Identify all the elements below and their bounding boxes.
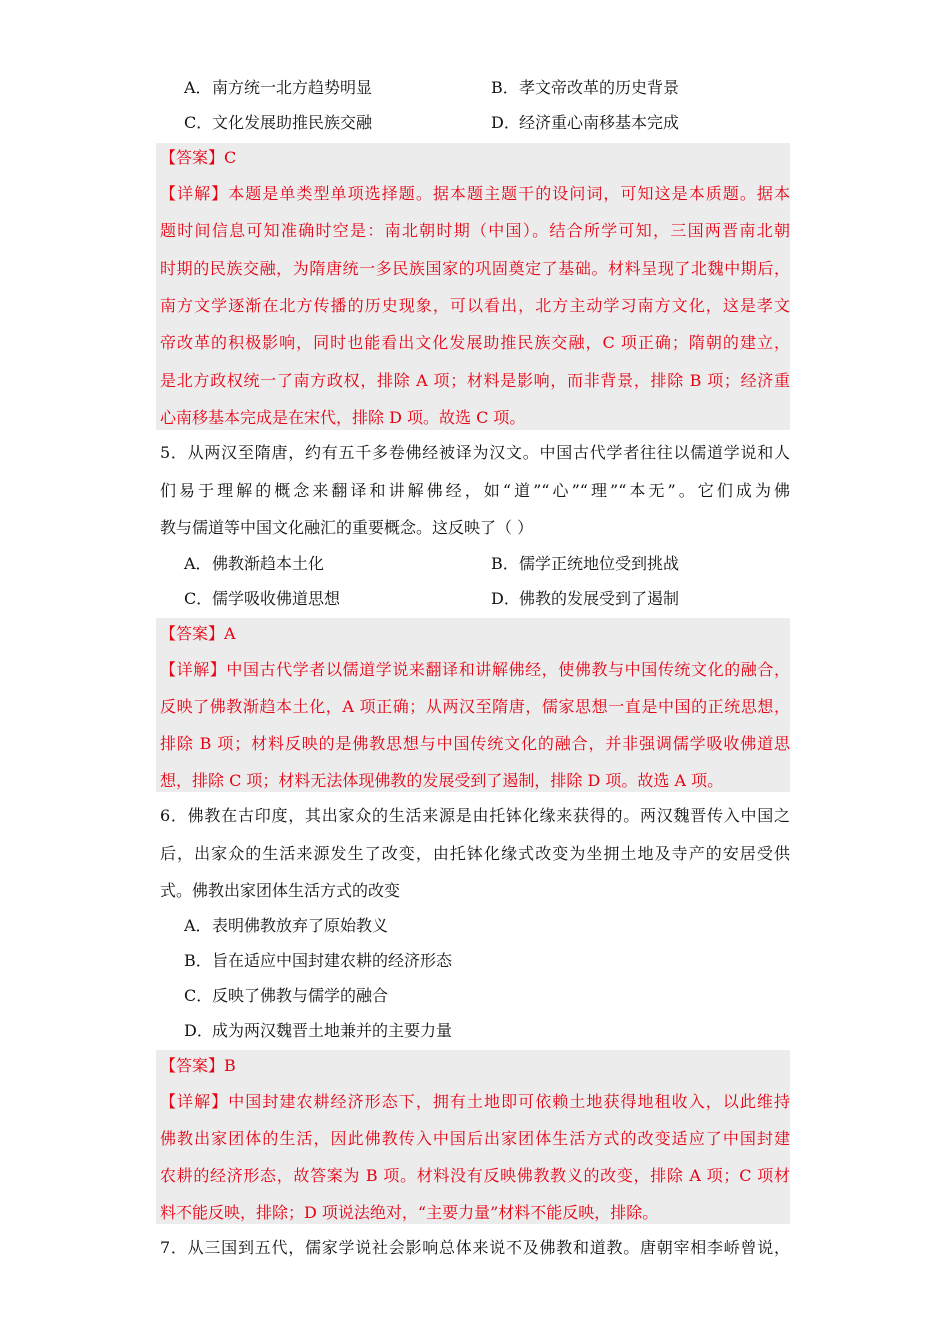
q6-option-a: A．表明佛教放弃了原始教义 bbox=[184, 916, 389, 935]
q4-detail-line: 南方文学逐渐在北方传播的历史现象，可以看出，北方主动学习南方文化，这是孝文 bbox=[160, 296, 790, 315]
q4-option-b: B．孝文帝改革的历史背景 bbox=[491, 78, 680, 97]
q6-detail-line: 农耕的经济形态，故答案为 B 项。材料没有反映佛教教义的改变，排除 A 项；C 项材 bbox=[160, 1166, 790, 1185]
q6-option-c: C．反映了佛教与儒学的融合 bbox=[184, 986, 389, 1005]
q4-detail-line: 帝改革的积极影响，同时也能看出文化发展助推民族交融，C 项正确；隋朝的建立， bbox=[160, 333, 790, 352]
q5-option-b: B．儒学正统地位受到挑战 bbox=[491, 554, 680, 573]
q5-detail-line: 排除 B 项；材料反映的是佛教思想与中国传统文化的融合，并非强调儒学吸收佛道思 bbox=[160, 734, 790, 753]
q5-option-d: D．佛教的发展受到了遏制 bbox=[491, 589, 680, 608]
q4-detail-line: 时期的民族交融，为隋唐统一多民族国家的巩固奠定了基础。材料呈现了北魏中期后， bbox=[160, 259, 790, 278]
q6-option-d: D．成为两汉魏晋土地兼并的主要力量 bbox=[184, 1021, 453, 1040]
q4-detail-line: 题时间信息可知准确时空是：南北朝时期（中国）。结合所学可知，三国两晋南北朝 bbox=[160, 221, 790, 240]
q6-detail-line: 佛教出家团体的生活，因此佛教传入中国后出家团体生活方式的改变适应了中国封建 bbox=[160, 1129, 790, 1148]
q4-answer: 【答案】C bbox=[160, 148, 237, 167]
q7-stem-line: 7．从三国到五代，儒家学说社会影响总体来说不及佛教和道教。唐朝宰相李峤曾说， bbox=[160, 1238, 790, 1257]
q4-option-c: C．文化发展助推民族交融 bbox=[184, 113, 373, 132]
q4-option-a: A．南方统一北方趋势明显 bbox=[184, 78, 373, 97]
q5-stem-line: 们易于理解的概念来翻译和讲解佛经，如“道”“心”“理”“本无”。它们成为佛 bbox=[160, 481, 790, 500]
q5-option-c: C．儒学吸收佛道思想 bbox=[184, 589, 341, 608]
q6-stem-line: 6．佛教在古印度，其出家众的生活来源是由托钵化缘来获得的。两汉魏晋传入中国之 bbox=[160, 806, 790, 825]
q6-stem-line: 后，出家众的生活来源发生了改变，由托钵化缘式改变为坐拥土地及寺产的安居受供 bbox=[160, 844, 790, 863]
q6-detail-line: 【详解】中国封建农耕经济形态下，拥有土地即可依赖土地获得地租收入，以此维持 bbox=[160, 1092, 790, 1111]
q6-answer: 【答案】B bbox=[160, 1056, 236, 1075]
q5-detail-line: 【详解】中国古代学者以儒道学说来翻译和讲解佛经，使佛教与中国传统文化的融合， bbox=[160, 660, 790, 679]
q6-detail-line: 料不能反映，排除；D 项说法绝对，“主要力量”材料不能反映，排除。 bbox=[160, 1203, 659, 1222]
q6-stem-line: 式。佛教出家团体生活方式的改变 bbox=[160, 881, 401, 900]
q5-detail-line: 想，排除 C 项；材料无法体现佛教的发展受到了遏制，排除 D 项。故选 A 项。 bbox=[160, 771, 724, 790]
q5-stem-line: 5．从两汉至隋唐，约有五千多卷佛经被译为汉文。中国古代学者往往以儒道学说和人 bbox=[160, 443, 790, 462]
q4-option-d: D．经济重心南移基本完成 bbox=[491, 113, 680, 132]
q5-detail-line: 反映了佛教渐趋本土化，A 项正确；从两汉至隋唐，儒家思想一直是中国的正统思想， bbox=[160, 697, 790, 716]
q4-detail-line: 心南移基本完成是在宋代，排除 D 项。故选 C 项。 bbox=[160, 408, 526, 427]
q6-option-b: B．旨在适应中国封建农耕的经济形态 bbox=[184, 951, 453, 970]
q4-detail-line: 是北方政权统一了南方政权，排除 A 项；材料是影响，而非背景，排除 B 项；经济重 bbox=[160, 371, 790, 390]
q5-option-a: A．佛教渐趋本土化 bbox=[184, 554, 325, 573]
q5-answer: 【答案】A bbox=[160, 624, 236, 643]
q5-stem-line: 教与儒道等中国文化融汇的重要概念。这反映了（ ） bbox=[160, 518, 534, 537]
q4-detail-line: 【详解】本题是单类型单项选择题。据本题主题干的设问词，可知这是本质题。据本 bbox=[160, 184, 790, 203]
